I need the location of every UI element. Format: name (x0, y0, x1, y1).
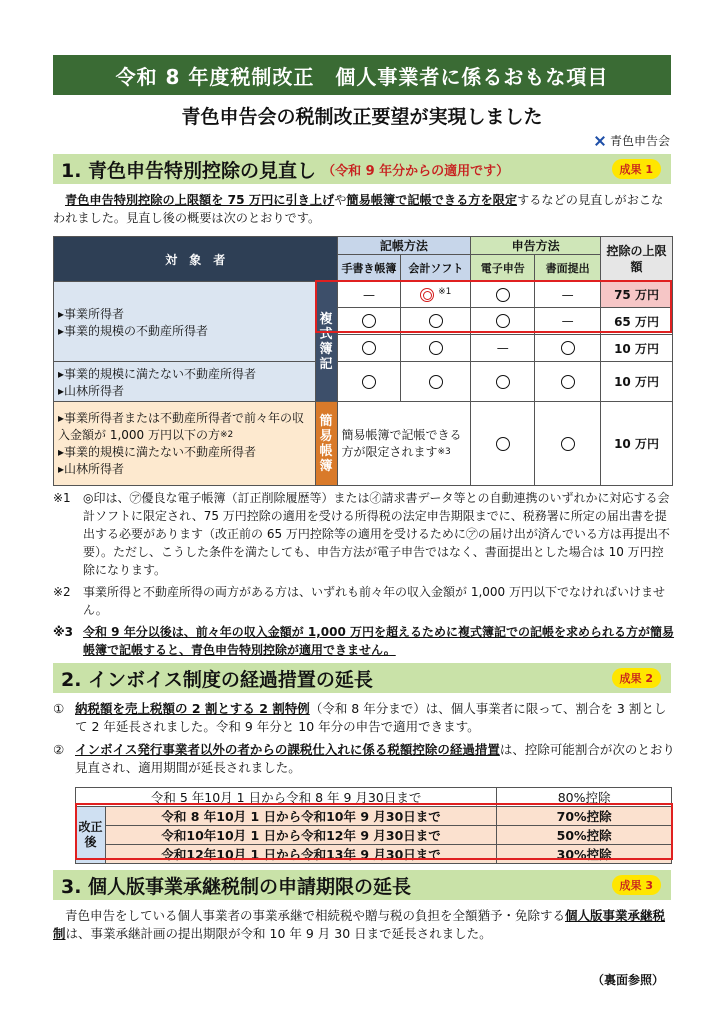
note-3 (53, 623, 675, 659)
section-3-header (53, 870, 671, 900)
transition-row-3-rate: 30%控除 (497, 845, 672, 864)
target-g3-a-sup: ※2 (219, 429, 234, 440)
footer-note: （裏面参照） (591, 973, 664, 987)
note-1-mark: ※1 (53, 491, 71, 505)
target-g1-b: ▸事業的規模の不動産所得者 (58, 323, 209, 338)
org-mark (594, 132, 670, 149)
cell-r1-amount: 75 万円 (601, 282, 673, 308)
target-g1-a: ▸事業所得者 (58, 306, 125, 321)
cell-r3-soft (401, 335, 471, 362)
target-g3-a-text: ▸事業所得者または不動産所得者で前々年の収入金額が 1,000 万円以下の方 (58, 410, 305, 442)
transition-row-1-period: 令和 8 年10月 1 日から令和10年 9 月30日まで (105, 807, 496, 826)
note-1-text: ◎印は、㋐優良な電子帳簿（訂正削除履歴等）または㋑請求書データ等との自動連携のいずれかに対応する会計ソフトに限定され、75 万円控除の適用を受ける所得税の法定申告期限までに、税務署に所定の届出書を提出する必要があります（改正前の 65 万円控除等の適用を受けるために㋐の届け出が済んでいる方は再提出不要）。ただし、こうした条件を満たしても、申告方法が電子申告ではなく、書面提出とした場合は 10 万円控除になります。 (83, 491, 670, 577)
item-2-highlight: インボイス発行事業者以外の者からの課税仕入れに係る税額控除の経過措置 (75, 742, 500, 757)
section-3-text-2: は、事業承継計画の提出期限が令和 10 年 9 月 30 日まで延長されました。 (65, 926, 492, 941)
section-3-title: 3. 個人版事業承継税制の申請期限の延長 (61, 875, 412, 898)
section-3-text-1: 青色申告をしている個人事業者の事業承継で相続税や贈与税の負担を全額猶予・免除する (65, 908, 566, 923)
transition-row-2-period: 令和10年10月 1 日から令和12年 9 月30日まで (105, 826, 496, 845)
cell-r2-shomen: — (535, 308, 601, 335)
org-logo-icon (594, 135, 606, 147)
note-2 (53, 583, 675, 619)
intro-text-2: するなどの見直しがおこなわれました。見直し後の概要は次のとおりです。 (53, 193, 664, 225)
section-2-title: 2. インボイス制度の経過措置の延長 (61, 668, 373, 691)
kaisei-label: 改正後 (76, 807, 106, 864)
section-3-highlight: 個人版事業承継税制 (53, 908, 666, 941)
item-2 (53, 741, 675, 777)
cell-r5-amount: 10 万円 (601, 402, 673, 486)
section-2-header (53, 663, 671, 693)
header-kojo: 控除の上限額 (601, 237, 673, 282)
transition-row-0-rate: 80%控除 (497, 788, 672, 807)
section-3-para (53, 907, 673, 943)
header-shinkoku: 申告方法 (471, 237, 601, 255)
highlight-box (315, 280, 672, 333)
cell-r1-tegaki: — (337, 282, 401, 308)
cell-r4-denshi (471, 362, 535, 402)
target-g2-b: ▸山林所得者 (58, 383, 125, 398)
transition-row-3-period: 令和12年10月 1 日から令和13年 9 月30日まで (105, 845, 496, 864)
org-name: 青色申告会 (609, 134, 670, 148)
section-1-badge: 成果 1 (612, 159, 661, 179)
circle-icon (429, 375, 443, 389)
header-target: 対 象 者 (54, 237, 338, 282)
target-g3-b: ▸事業的規模に満たない不動産所得者 (58, 444, 257, 459)
cell-r2-amount: 65 万円 (601, 308, 673, 335)
kanni-label: 簡易帳簿 (315, 402, 337, 486)
item-1-text: （令和 8 年分まで）は、個人事業者に限って、割合を 3 割として 2 年延長されました。令和 9 年分と 10 年分の申告で適用できます。 (75, 701, 667, 734)
kanni-text: 簡易帳簿で記帳できる方が限定されます (341, 427, 462, 459)
cell-r3-tegaki (337, 335, 401, 362)
note-2-mark: ※2 (53, 585, 71, 599)
cell-r4-tegaki (337, 362, 401, 402)
cell-r4-soft (401, 362, 471, 402)
item-2-text: は、控除可能割合が次のとおり見直され、適用期間が延長されました。 (75, 742, 675, 775)
cell-r5-kicho (337, 402, 471, 486)
intro-text-1: や (334, 193, 347, 207)
target-g3-c: ▸山林所得者 (58, 461, 125, 476)
item-1-mark: ① (53, 701, 65, 716)
cell-r3-denshi: — (471, 335, 535, 362)
intro-highlight-2: 簡易帳簿で記帳できる方を限定 (346, 193, 518, 207)
note-1 (53, 489, 675, 579)
transition-highlight-box (75, 803, 673, 860)
header-soft: 会計ソフト (401, 255, 471, 282)
circle-icon (561, 375, 575, 389)
circle-icon (429, 341, 443, 355)
section-3-badge: 成果 3 (612, 875, 661, 895)
cell-r5-shomen (535, 402, 601, 486)
cell-r3-shomen (535, 335, 601, 362)
header-shomen: 書面提出 (535, 255, 601, 282)
transition-row-1-rate: 70%控除 (497, 807, 672, 826)
circle-icon (561, 437, 575, 451)
header-denshi: 電子申告 (471, 255, 535, 282)
circle-icon (362, 341, 376, 355)
cell-r1-shomen: — (535, 282, 601, 308)
target-group-3 (54, 402, 316, 486)
transition-row-0-period: 令和 5 年10月 1 日から令和 8 年 9 月30日まで (76, 788, 497, 807)
cell-r4-shomen (535, 362, 601, 402)
star1-mark: ※1 (438, 287, 452, 298)
target-group-1 (54, 282, 316, 362)
header-kicho: 記帳方法 (337, 237, 471, 255)
page-subtitle: 青色申告会の税制改正要望が実現しました (181, 106, 543, 128)
circle-icon (496, 375, 510, 389)
circle-icon (561, 341, 575, 355)
note-3-text: 令和 9 年分以後は、前々年の収入金額が 1,000 万円を超えるために複式簿記での記帳を求められる方が簡易帳簿で記帳すると、青色申告特別控除が適用できません。 (83, 625, 675, 657)
section-1-title: 1. 青色申告特別控除の見直し (61, 159, 317, 182)
item-2-mark: ② (53, 742, 65, 757)
cell-r3-amount: 10 万円 (601, 335, 673, 362)
intro-highlight-1: 青色申告特別控除の上限額を 75 万円に引き上げ (65, 193, 335, 207)
fukushiki-label: 複式簿記 (315, 282, 337, 402)
circle-icon (496, 437, 510, 451)
item-1-highlight: 納税額を売上税額の 2 割とする 2 割特例 (75, 701, 310, 716)
cell-r5-denshi (471, 402, 535, 486)
section-2-badge: 成果 2 (612, 668, 661, 688)
cell-r4-amount: 10 万円 (601, 362, 673, 402)
target-g3-a (58, 410, 313, 444)
kanni-sup: ※3 (437, 446, 451, 457)
note-2-text: 事業所得と不動産所得の両方がある方は、いずれも前々年の収入金額が 1,000 万円以下でなければいけません。 (83, 585, 665, 617)
deduction-table (53, 236, 673, 486)
target-group-2 (54, 362, 316, 402)
item-1 (53, 700, 675, 736)
section-1-intro (53, 191, 673, 227)
circle-icon (362, 375, 376, 389)
note-3-mark: ※3 (53, 625, 74, 639)
header-tegaki: 手書き帳簿 (337, 255, 401, 282)
section-1-header (53, 154, 671, 184)
section-1-note: （令和 9 年分からの適用です） (322, 163, 510, 179)
page-banner: 令和 8 年度税制改正 個人事業者に係るおもな項目 (53, 55, 671, 95)
target-g2-a: ▸事業的規模に満たない不動産所得者 (58, 366, 257, 381)
transition-row-2-rate: 50%控除 (497, 826, 672, 845)
